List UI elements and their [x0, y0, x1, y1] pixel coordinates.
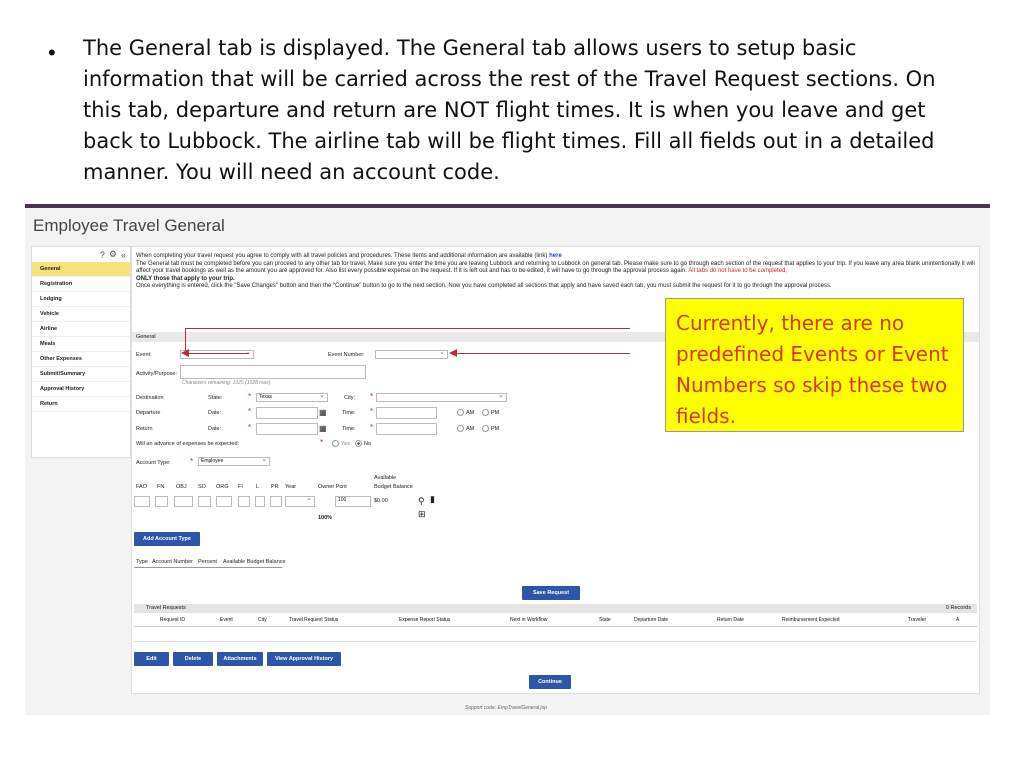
am-label: AM: [466, 426, 475, 432]
sidebar-item-approval-history[interactable]: Approval History: [32, 382, 130, 397]
page-title: Employee Travel General: [33, 216, 225, 235]
state-label: State:: [208, 395, 223, 401]
calendar-icon[interactable]: ▦: [319, 408, 327, 417]
required-mark: *: [248, 407, 252, 416]
event-select[interactable]: [180, 350, 254, 359]
sidebar-item-meals[interactable]: Meals: [32, 337, 130, 352]
acct-col-so: SO: [198, 484, 206, 490]
edit-button[interactable]: Edit: [134, 652, 169, 666]
arrow-head-event-number: [449, 349, 457, 357]
col-city[interactable]: City: [258, 617, 267, 623]
yes-label: Yes: [341, 441, 350, 447]
departure-date-input[interactable]: [256, 407, 318, 419]
bullet-point: •: [48, 40, 56, 65]
col-request-id[interactable]: Request ID: [160, 617, 186, 623]
acct-col-year: Year: [285, 484, 297, 490]
acct-col-fao: FAO: [136, 484, 148, 490]
help-icon[interactable]: ?: [99, 249, 105, 260]
save-request-button[interactable]: Save Request: [522, 586, 580, 600]
total-percent: 100%: [318, 515, 333, 521]
return-date-input[interactable]: [256, 423, 318, 435]
required-mark: *: [370, 407, 374, 416]
callout-note: Currently, there are no predefined Events or Event Numbers so skip these two fields.: [665, 298, 964, 432]
travel-requests-body: [134, 627, 977, 642]
acct-table-col-number: Account Number: [152, 559, 193, 565]
app-screenshot: [25, 204, 990, 715]
sidebar-item-airline[interactable]: Airline: [32, 322, 130, 337]
return-time-input[interactable]: [376, 423, 437, 435]
year-select[interactable]: [285, 496, 315, 507]
fn-input[interactable]: [155, 496, 168, 507]
acct-col-pr: PR: [271, 484, 279, 490]
col-next-in-workflow[interactable]: Next in Workflow: [510, 617, 548, 623]
pm-label: PM: [491, 426, 500, 432]
fao-input[interactable]: [134, 496, 150, 507]
city-select[interactable]: [376, 393, 507, 402]
departure-date-label: Date:: [208, 410, 222, 416]
arrow-top-line: [185, 328, 630, 329]
notice-line1: When completing your travel request you agree to comply with all travel policies and procedures. These items and additional information are available (link): [136, 253, 548, 259]
arrow-to-event: [189, 353, 249, 354]
sidebar-item-registration[interactable]: Registration: [32, 277, 130, 292]
acct-table-col-type: Type: [136, 559, 148, 565]
fi-input[interactable]: [238, 496, 250, 507]
records-count: 0 Records: [945, 605, 971, 611]
event-number-select[interactable]: [375, 350, 448, 359]
available-balance-label: Available Budget Balance: [374, 475, 413, 490]
acct-col-obj: OBJ: [176, 484, 187, 490]
return-date-label: Date:: [208, 426, 222, 432]
required-mark: *: [320, 438, 324, 447]
destination-label: Destination: [136, 395, 164, 401]
col-departure-date[interactable]: Departure Date: [634, 617, 669, 623]
col-expense-report-status[interactable]: Expense Report Status: [399, 617, 451, 623]
add-row-icon[interactable]: ⊞: [418, 509, 426, 519]
col-travel-request-status[interactable]: Travel Request Status: [289, 617, 339, 623]
col-reimbursement-expected[interactable]: Reimbursement Expected: [782, 617, 840, 623]
advance-yes-radio[interactable]: [332, 440, 339, 447]
sidebar-tools: [32, 247, 130, 262]
am-label: AM: [466, 410, 475, 416]
view-approval-history-button[interactable]: View Approval History: [267, 652, 341, 666]
pm-label: PM: [491, 410, 500, 416]
sidebar-item-vehicle[interactable]: Vehicle: [32, 307, 130, 322]
departure-time-label: Time:: [342, 410, 356, 416]
col-return-date[interactable]: Return Date: [717, 617, 744, 623]
return-time-label: Time:: [342, 426, 356, 432]
attachments-button[interactable]: Attachments: [217, 652, 263, 666]
acct-col-l: L: [256, 484, 260, 490]
travel-requests-title: Travel Requests: [146, 605, 186, 611]
event-number-label: Event Number:: [328, 352, 365, 358]
notice-only-text: ONLY those that apply to your trip.: [136, 275, 235, 282]
required-mark: *: [370, 392, 374, 401]
obj-input[interactable]: [174, 496, 193, 507]
sidebar-item-general[interactable]: General: [32, 262, 130, 277]
city-label: City:: [344, 395, 355, 401]
notice-line3: Once everything is entered, click the "Save Changes" button and then the "Continue" button to go to the next section. Now you have completed all sections that apply and have saved each tab, you must submit the request for it to go through the approval process.: [136, 283, 832, 289]
sidebar: [31, 246, 131, 458]
acct-table-divider: [134, 567, 282, 568]
col-traveler[interactable]: Traveler: [908, 617, 927, 623]
gear-icon[interactable]: ⚙: [108, 249, 117, 259]
required-mark: *: [370, 423, 374, 432]
departure-label: Departure: [136, 410, 161, 416]
policy-link[interactable]: here: [549, 253, 562, 259]
account-type-label: Account Type:: [136, 460, 171, 466]
acct-col-fn: FN: [157, 484, 165, 490]
state-select[interactable]: Texas ⌄: [256, 393, 328, 402]
org-input[interactable]: [216, 496, 232, 507]
required-mark: *: [248, 392, 252, 401]
travel-requests-columns: [134, 615, 977, 627]
arrow-head-event: [181, 349, 189, 357]
budget-balance-value: $0.00: [374, 498, 388, 504]
sidebar-item-submit-summary[interactable]: Submit/Summary: [32, 367, 130, 382]
char-remaining: Characters remaining: 1025 (1028 max): [182, 380, 271, 386]
departure-time-input[interactable]: [376, 407, 437, 419]
return-am-radio[interactable]: [457, 425, 464, 432]
return-pm-radio[interactable]: [482, 425, 489, 432]
advance-label: Will an advance of expenses be expected:: [136, 441, 240, 447]
arrow-to-event-number: [455, 353, 630, 354]
col-a[interactable]: A: [956, 617, 960, 623]
owner-pct-label: Owner Pcnt: [318, 484, 347, 490]
so-input[interactable]: [198, 496, 211, 507]
delete-button[interactable]: Delete: [173, 652, 213, 666]
pr-input[interactable]: [270, 496, 282, 507]
notice-red-text: All tabs do not have to be completed,: [688, 268, 787, 274]
acct-table-col-balance: Available Budget Balance: [223, 559, 286, 565]
sidebar-item-return[interactable]: Return: [32, 397, 130, 412]
required-mark: *: [248, 423, 252, 432]
notice-line2: The General tab must be completed before you can proceed to any other tab for travel. Make sure you enter the time you are leaving Lubbock and returning to Lubbock on general tab. Please make sure to go through each section of the request that applies to your trip. If you leave any area blank unintentionally it will affect your travel bookings as well as the amount you are approved for. Also list every possible expense on the request. If it is left out and has to be edited, it will have to go through the approval process again.: [136, 260, 975, 274]
sidebar-item-lodging[interactable]: Lodging: [32, 292, 130, 307]
departure-pm-radio[interactable]: [482, 409, 489, 416]
acct-table-col-percent: Percent: [198, 559, 217, 565]
account-type-select[interactable]: Employee ⌄: [198, 457, 270, 466]
slide-instruction-text: The General tab is displayed. The General tab allows users to setup basic information that will be carried across the rest of the Travel Request sections. On this tab, departure and return are NOT flight times. It is when you leave and get back to Lubbock. The airline tab will be flight times. Fill all fields out in a detailed manner. You will need an account code.: [83, 36, 936, 184]
trash-icon[interactable]: ▮: [430, 494, 435, 504]
col-event[interactable]: Event: [220, 617, 233, 623]
no-label: No: [364, 441, 372, 447]
activity-textarea[interactable]: [180, 365, 366, 379]
collapse-icon[interactable]: «: [120, 249, 126, 260]
departure-am-radio[interactable]: [457, 409, 464, 416]
advance-no-radio[interactable]: [355, 440, 362, 447]
acct-col-fi: FI: [238, 484, 243, 490]
section-general-header: General: [132, 332, 979, 342]
l-input[interactable]: [255, 496, 265, 507]
travel-requests-header: [134, 604, 977, 613]
event-label: Event:: [136, 352, 152, 358]
return-label: Return: [136, 426, 153, 432]
activity-label: Activity/Purpose:: [136, 371, 177, 377]
calendar-icon[interactable]: ▦: [319, 424, 327, 433]
continue-button[interactable]: Continue: [529, 675, 571, 689]
acct-col-org: ORG: [216, 484, 229, 490]
sidebar-item-other-expenses[interactable]: Other Expenses: [32, 352, 130, 367]
search-icon[interactable]: ⚲: [418, 496, 425, 506]
required-mark: *: [190, 457, 194, 466]
col-state[interactable]: State: [599, 617, 611, 623]
notice-text: [136, 253, 976, 291]
owner-pct-input[interactable]: 100: [335, 496, 371, 507]
add-account-type-button[interactable]: Add Account Type: [134, 532, 200, 546]
support-code: Support code: EmpTravelGeneral.jsp: [465, 705, 547, 711]
